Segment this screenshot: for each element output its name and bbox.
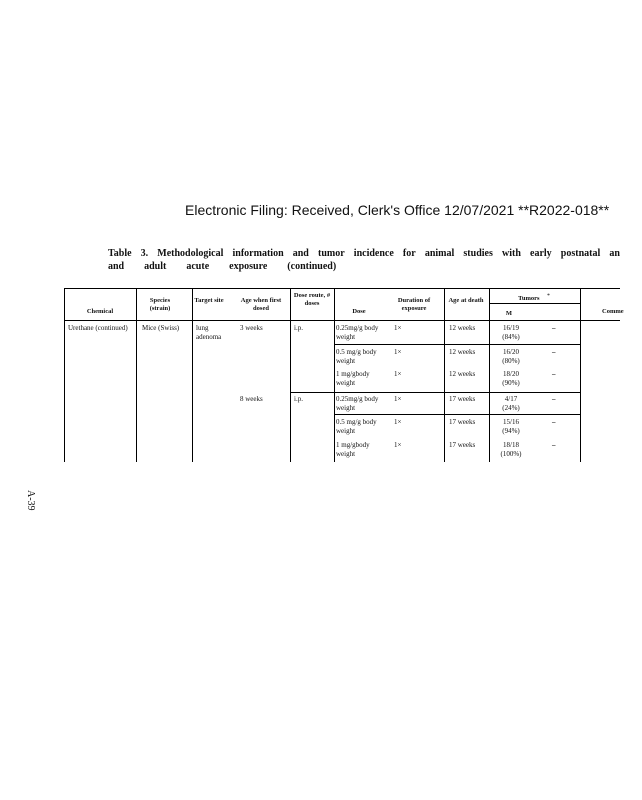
column-divider: [290, 288, 291, 462]
cell-tumors: 15/16 (94%): [502, 418, 520, 435]
header-target-site: Target site: [194, 297, 224, 304]
header-tumors-marker: *: [547, 293, 550, 299]
cell-target-site: lung adenoma: [196, 324, 222, 341]
cell-age-first-dosed: 3 weeks: [240, 324, 263, 332]
cell-route: i.p.: [294, 324, 303, 332]
header-age-first-dosed: Age when first dosed: [240, 297, 282, 312]
cell-dose: 1 mg/gbody weight: [336, 370, 370, 387]
caption-word: with: [501, 248, 521, 259]
cell-dose: 0.5 mg/g body weight: [336, 418, 377, 435]
column-divider: [192, 288, 193, 462]
row-rule: [334, 344, 580, 345]
row-rule: [290, 392, 580, 393]
header-comments: Comme: [602, 308, 624, 315]
caption-word: tumor: [318, 248, 345, 259]
header-age-at-death: Age at death: [448, 297, 484, 304]
caption-word: Methodological: [157, 248, 224, 259]
filing-stamp: Electronic Filing: Received, Clerk's Office 12/07/2021 **R2022-018**: [185, 202, 610, 218]
caption-word: animal: [424, 248, 455, 259]
cell-tumors: 16/19 (84%): [502, 324, 520, 341]
caption-line-2: [108, 260, 620, 273]
cell-age-at-death: 12 weeks: [449, 324, 476, 332]
header-tumors-label: Tumors: [518, 295, 540, 303]
column-divider: [444, 288, 445, 462]
table-header-rule: [64, 320, 620, 321]
cell-mark: –: [552, 418, 556, 426]
cell-tumors: 4/17 (24%): [502, 395, 520, 412]
caption-word: exposure: [229, 261, 268, 272]
cell-route: i.p.: [294, 395, 303, 403]
header-dose-route: Dose route, # doses: [293, 292, 331, 307]
cell-mark: –: [552, 348, 556, 356]
cell-age-at-death: 12 weeks: [449, 348, 476, 356]
cell-age-at-death: 17 weeks: [449, 441, 476, 449]
cell-duration: 1×: [394, 324, 402, 332]
cell-tumors: 16/20 (80%): [502, 348, 520, 365]
cell-dose: 0.25mg/g body weight: [336, 324, 379, 341]
cell-mark: –: [552, 324, 556, 332]
header-chemical: Chemical: [86, 308, 114, 315]
cell-tumors: 18/18 (100%): [500, 441, 522, 458]
row-rule: [334, 414, 580, 415]
cell-tumors: 18/20 (90%): [502, 370, 520, 387]
header-tumors-m: M: [505, 310, 513, 317]
caption-word: early: [530, 248, 552, 259]
cell-duration: 1×: [394, 348, 402, 356]
cell-mark: –: [552, 370, 556, 378]
cell-duration: 1×: [394, 395, 402, 403]
table-top-rule: [64, 288, 620, 289]
cell-age-at-death: 12 weeks: [449, 370, 476, 378]
header-dose: Dose: [352, 308, 366, 315]
cell-mark: –: [552, 395, 556, 403]
cell-age-first-dosed: 8 weeks: [240, 395, 263, 403]
caption-word: Table: [108, 248, 132, 259]
caption-word: acute: [186, 261, 210, 272]
cell-age-at-death: 17 weeks: [449, 418, 476, 426]
cell-mark: –: [552, 441, 556, 449]
cell-duration: 1×: [394, 441, 402, 449]
page-number: A-39: [25, 490, 36, 511]
column-divider: [580, 288, 581, 462]
cell-chemical: Urethane (continued): [68, 324, 128, 332]
caption-word: and: [292, 248, 309, 259]
data-table: [64, 288, 624, 462]
caption-word: and: [108, 261, 125, 272]
header-tumors: [504, 292, 564, 303]
cell-dose: 1 mg/gbody weight: [336, 441, 370, 458]
cell-dose: 0.25mg/g body weight: [336, 395, 379, 412]
caption-line-1: [108, 247, 620, 260]
column-divider: [136, 288, 137, 462]
cell-duration: 1×: [394, 418, 402, 426]
cell-species: Mice (Swiss): [142, 324, 180, 332]
table-caption: [108, 247, 620, 273]
caption-word: studies: [463, 248, 493, 259]
caption-word: adult: [144, 261, 167, 272]
caption-word: postnatal: [560, 248, 601, 259]
caption-word: for: [402, 248, 416, 259]
header-duration: Duration of exposure: [397, 297, 431, 312]
cell-duration: 1×: [394, 370, 402, 378]
cell-age-at-death: 17 weeks: [449, 395, 476, 403]
caption-word: 3.: [140, 248, 149, 259]
caption-word: incidence: [353, 248, 394, 259]
caption-word: (continued): [287, 261, 337, 272]
cell-dose: 0.5 mg/g body weight: [336, 348, 377, 365]
caption-word: information: [232, 248, 284, 259]
caption-word: an: [609, 248, 620, 259]
header-species-strain: Species (strain): [149, 297, 171, 312]
